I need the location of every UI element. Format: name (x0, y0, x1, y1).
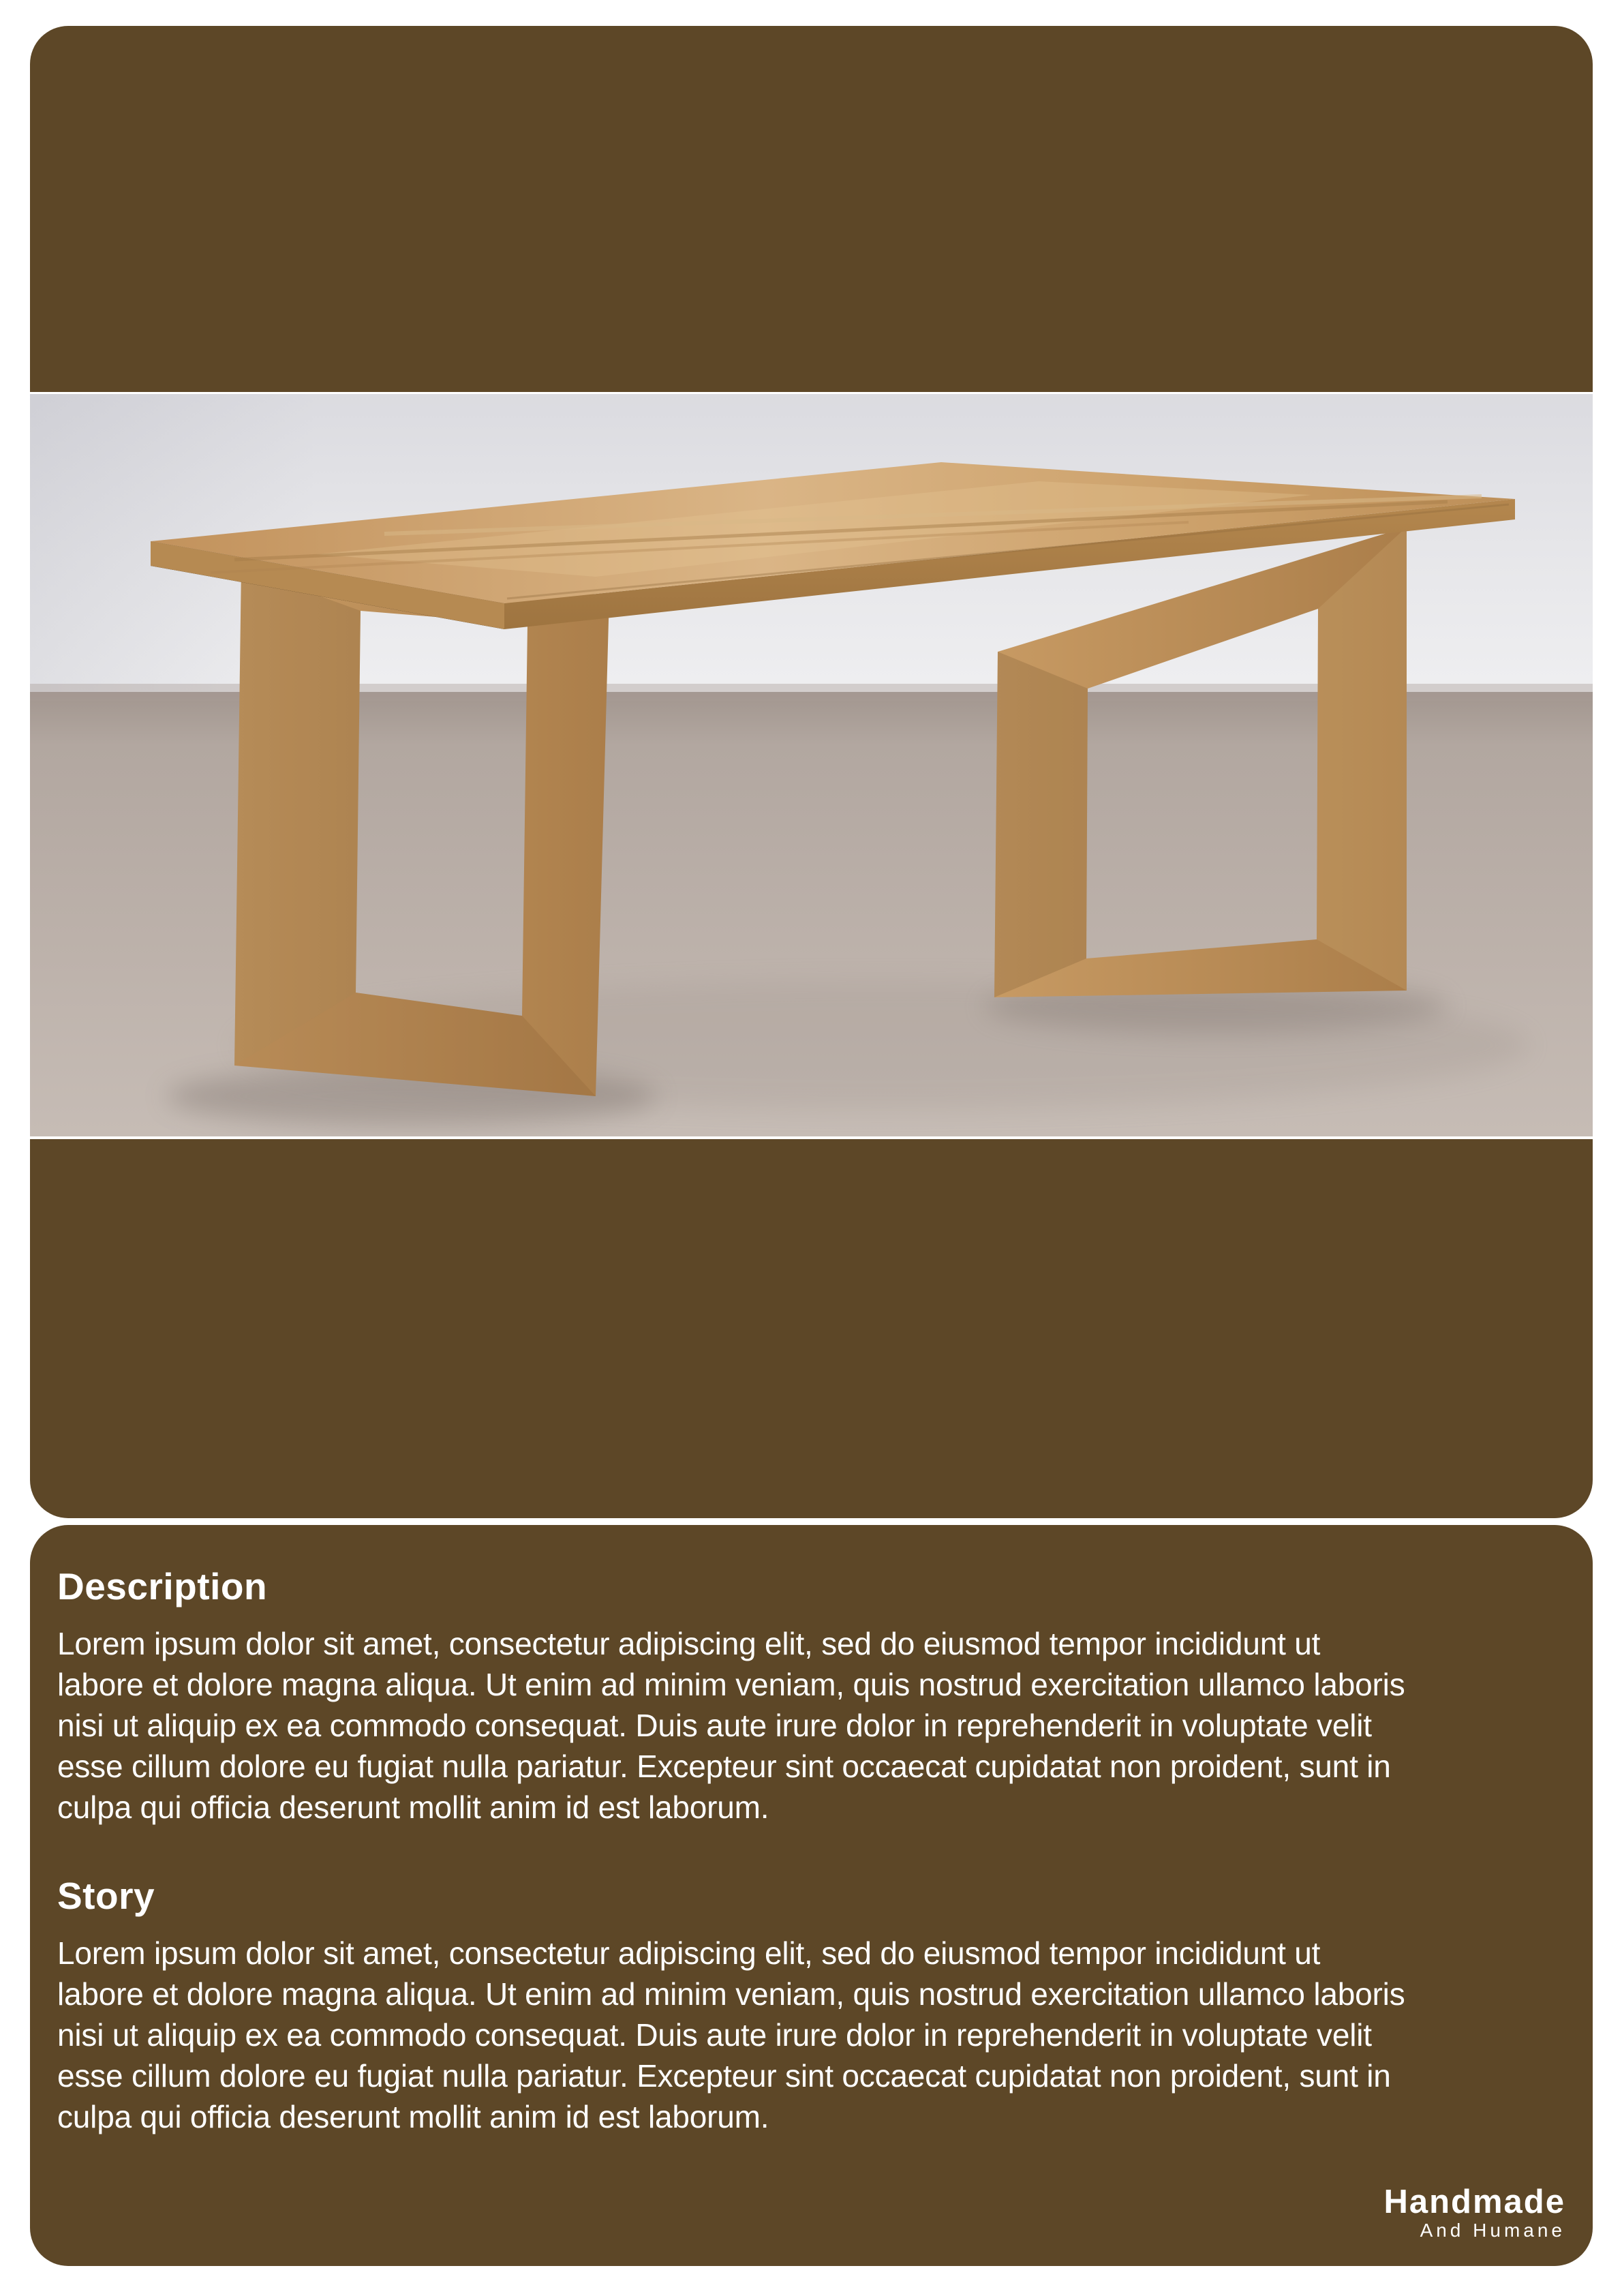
brand-tagline: And Humane (1420, 2220, 1565, 2241)
description-heading: Description (57, 1565, 268, 1607)
paragraph-line: esse cillum dolore eu fugiat nulla pariatur. Excepteur sint occaecat cupidatat non proident, sunt in (57, 1749, 1391, 1784)
paragraph-line: nisi ut aliquip ex ea commodo consequat. Duis aute irure dolor in reprehenderit in voluptate velit (57, 2017, 1372, 2053)
paragraph-line: labore et dolore magna aliqua. Ut enim ad minim veniam, quis nostrud exercitation ullamco laboris (57, 1976, 1405, 2012)
story-paragraph (57, 1933, 1565, 2137)
product-photo (30, 394, 1593, 1136)
details-card (30, 1525, 1593, 2266)
paragraph-line: nisi ut aliquip ex ea commodo consequat. Duis aute irure dolor in reprehenderit in voluptate velit (57, 1708, 1372, 1743)
brand-logo (57, 2185, 1565, 2241)
brand-name: Handmade (1383, 2184, 1565, 2220)
hero-bottom-band (30, 1139, 1593, 1518)
product-hero-card (30, 26, 1593, 1518)
description-paragraph (57, 1623, 1565, 1828)
paragraph-line: Lorem ipsum dolor sit amet, consectetur adipiscing elit, sed do eiusmod tempor incididunt ut (57, 1626, 1321, 1661)
paragraph-line: esse cillum dolore eu fugiat nulla pariatur. Excepteur sint occaecat cupidatat non proident, sunt in (57, 2058, 1391, 2094)
paragraph-line: culpa qui officia deserunt mollit anim id est laborum. (57, 2099, 769, 2134)
paragraph-line: culpa qui officia deserunt mollit anim id est laborum. (57, 1789, 769, 1825)
paragraph-line: labore et dolore magna aliqua. Ut enim ad minim veniam, quis nostrud exercitation ullamco laboris (57, 1667, 1405, 1702)
hero-top-band (30, 26, 1593, 392)
wooden-table-photo-illustration (30, 394, 1593, 1136)
story-heading: Story (57, 1875, 155, 1917)
paragraph-line: Lorem ipsum dolor sit amet, consectetur adipiscing elit, sed do eiusmod tempor incididunt ut (57, 1935, 1321, 1971)
